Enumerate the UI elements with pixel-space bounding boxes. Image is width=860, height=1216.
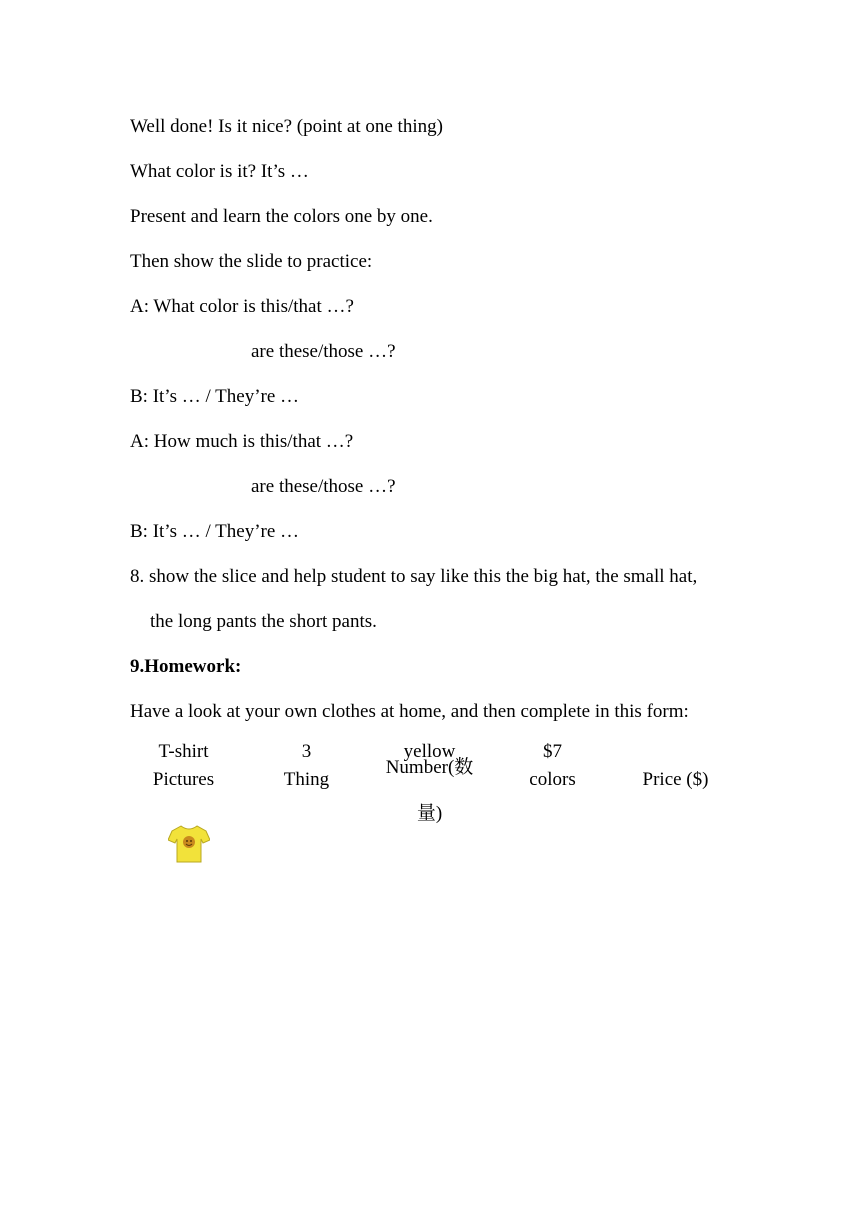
text-line-well-done: Well done! Is it nice? (point at one thing): [130, 116, 443, 137]
cell-thing: T-shirt: [158, 741, 209, 762]
cell-price: $7: [543, 741, 562, 762]
header-number: Number(数量): [385, 757, 474, 824]
header-thing: Thing: [283, 769, 330, 790]
clothes-form-table: [122, 740, 738, 824]
text-line-a-what-color: A: What color is this/that …?: [130, 296, 354, 317]
yellow-tshirt-icon: [168, 824, 210, 864]
text-line-what-color: What color is it? It’s …: [130, 161, 309, 182]
table-row: [122, 740, 738, 880]
text-line-b-its-2: B: It’s … / They’re …: [130, 521, 300, 542]
homework-heading: 9.Homework:: [130, 656, 242, 677]
header-price: Price ($): [642, 769, 709, 790]
text-line-have-a-look: Have a look at your own clothes at home, and then complete in this form:: [130, 701, 689, 722]
cell-number: 3: [301, 741, 312, 762]
text-line-present: Present and learn the colors one by one.: [130, 206, 433, 227]
text-line-are-these-2: are these/those …?: [251, 476, 396, 497]
text-line-are-these-1: are these/those …?: [251, 341, 396, 362]
header-colors: colors: [529, 769, 576, 790]
text-line-a-how-much: A: How much is this/that …?: [130, 431, 354, 452]
header-pictures: Pictures: [152, 769, 215, 790]
text-line-b-its-1: B: It’s … / They’re …: [130, 386, 300, 407]
text-line-then-show: Then show the slide to practice:: [130, 251, 373, 272]
cell-color: yellow: [403, 741, 456, 762]
text-line-step-8-cont: the long pants the short pants.: [150, 611, 377, 632]
text-line-step-8: 8. show the slice and help student to say like this the big hat, the small hat,: [130, 566, 698, 587]
